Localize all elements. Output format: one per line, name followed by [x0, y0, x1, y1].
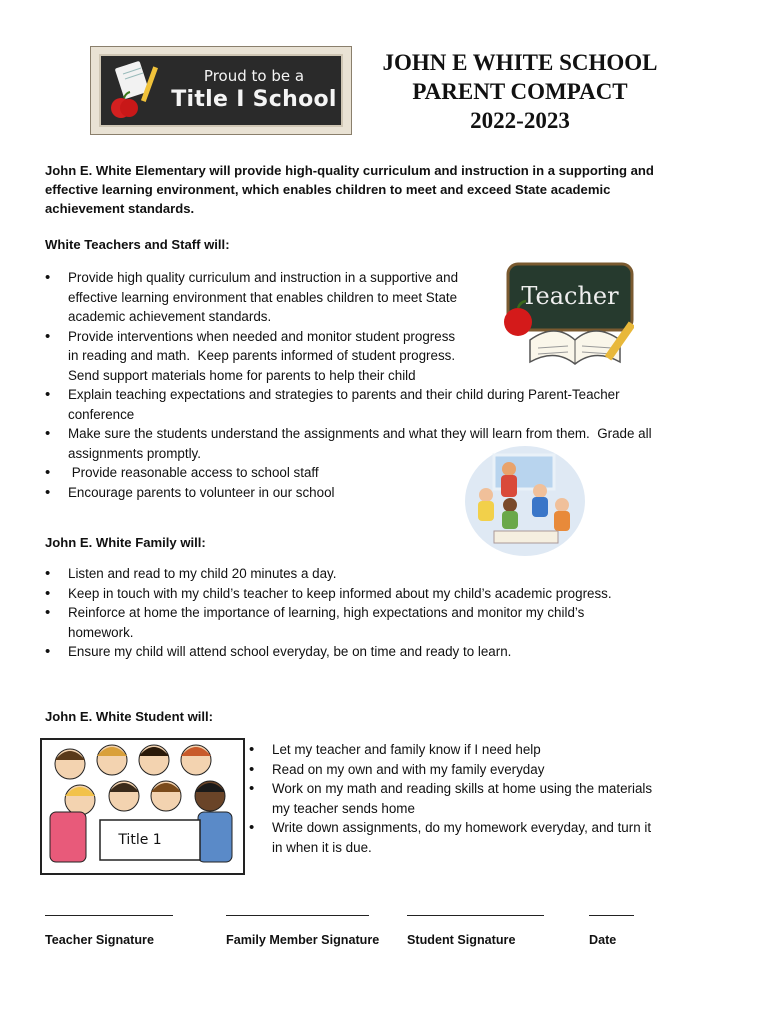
teachers-heading: White Teachers and Staff will: — [45, 237, 230, 252]
list-item-line: conference — [68, 406, 135, 422]
intro-paragraph: John E. White Elementary will provide high-quality curriculum and instruction in a supporting and effective learning environment, which enables children to meet and exceed State academic achievement standards. — [45, 163, 654, 216]
list-item-line: my teacher sends home — [272, 800, 415, 816]
list-item-line: • Let my teacher and family know if I need help — [272, 742, 541, 757]
list-item-line: academic achievement standards. — [68, 309, 272, 324]
title-line-2: PARENT COMPACT — [412, 79, 628, 104]
student-signature-label: Student Signature — [407, 933, 516, 947]
title-1-sign-text: Title 1 — [118, 832, 162, 848]
title-1-kids-image — [40, 738, 245, 875]
list-item-line: • Make sure the students understand the assignments and what they will learn from them. Grade all — [68, 426, 652, 441]
family-signature-line[interactable] — [226, 915, 369, 916]
list-item-line: • Read on my own and with my family everyday — [272, 761, 545, 777]
logo-line-1: Proud to be a — [203, 67, 305, 85]
teacher-board-text: Teacher — [521, 282, 619, 310]
list-item-line: • Listen and read to my child 20 minutes a day. — [68, 566, 337, 581]
list-item-line: effective learning environment that enables children to meet State — [68, 289, 458, 305]
children-reading-image — [464, 445, 586, 557]
list-item — [249, 818, 689, 857]
list-item-line: • Reinforce at home the importance of learning, high expectations and monitor my child’s — [68, 605, 585, 620]
list-item — [45, 564, 685, 584]
date-label: Date — [589, 933, 617, 947]
list-item-line: assignments promptly. — [68, 445, 201, 461]
list-item-line: Send support materials home for parents to help their child — [68, 367, 416, 383]
logo-line-2: Title I School — [171, 87, 337, 112]
list-item-line: • Keep in touch with my child’s teacher to keep informed about my child’s academic progress. — [68, 585, 612, 601]
list-item — [45, 463, 685, 483]
list-item-line: • Explain teaching expectations and strategies to parents and their child during Parent-Teacher — [68, 387, 620, 402]
date-line[interactable] — [589, 915, 634, 916]
page-title — [352, 48, 688, 135]
list-item-line: homework. — [68, 624, 134, 640]
list-item — [249, 740, 689, 760]
list-item-line: • Provide reasonable access to school staff — [68, 465, 319, 480]
title-line-3: 2022-2023 — [470, 108, 570, 133]
list-item — [45, 603, 685, 642]
family-heading: John E. White Family will: — [45, 535, 206, 550]
title-i-logo — [90, 46, 352, 135]
list-item — [45, 385, 685, 424]
teacher-chalkboard-image — [500, 262, 634, 372]
student-signature-line[interactable] — [407, 915, 544, 916]
list-item — [249, 760, 689, 780]
student-heading: John E. White Student will: — [45, 709, 214, 724]
teacher-signature-line[interactable] — [45, 915, 173, 916]
family-signature-label: Family Member Signature — [226, 933, 380, 947]
student-list — [249, 740, 689, 857]
title-line-1: JOHN E WHITE SCHOOL — [382, 50, 658, 75]
list-item — [45, 584, 685, 604]
family-list — [45, 564, 685, 662]
list-item-line: in reading and math. Keep parents informed of student progress. — [68, 348, 456, 363]
list-item-line: • Work on my math and reading skills at home using the materials — [272, 781, 653, 796]
list-item-line: in when it is due. — [272, 839, 372, 855]
teacher-signature-label: Teacher Signature — [45, 933, 154, 947]
apple-notepad-icon — [103, 56, 173, 126]
list-item-line: • Write down assignments, do my homework everyday, and turn it — [272, 820, 652, 835]
list-item-line: • Ensure my child will attend school everyday, be on time and ready to learn. — [68, 644, 512, 659]
list-item-line: • Encourage parents to volunteer in our school — [68, 484, 335, 500]
chalkboard — [99, 54, 343, 127]
list-item — [45, 483, 685, 503]
list-item-line: • Provide high quality curriculum and instruction in a supportive and — [68, 270, 459, 285]
list-item-line: • Provide interventions when needed and monitor student progress — [68, 328, 456, 344]
list-item — [45, 424, 685, 463]
list-item — [45, 642, 685, 662]
list-item — [249, 779, 689, 818]
